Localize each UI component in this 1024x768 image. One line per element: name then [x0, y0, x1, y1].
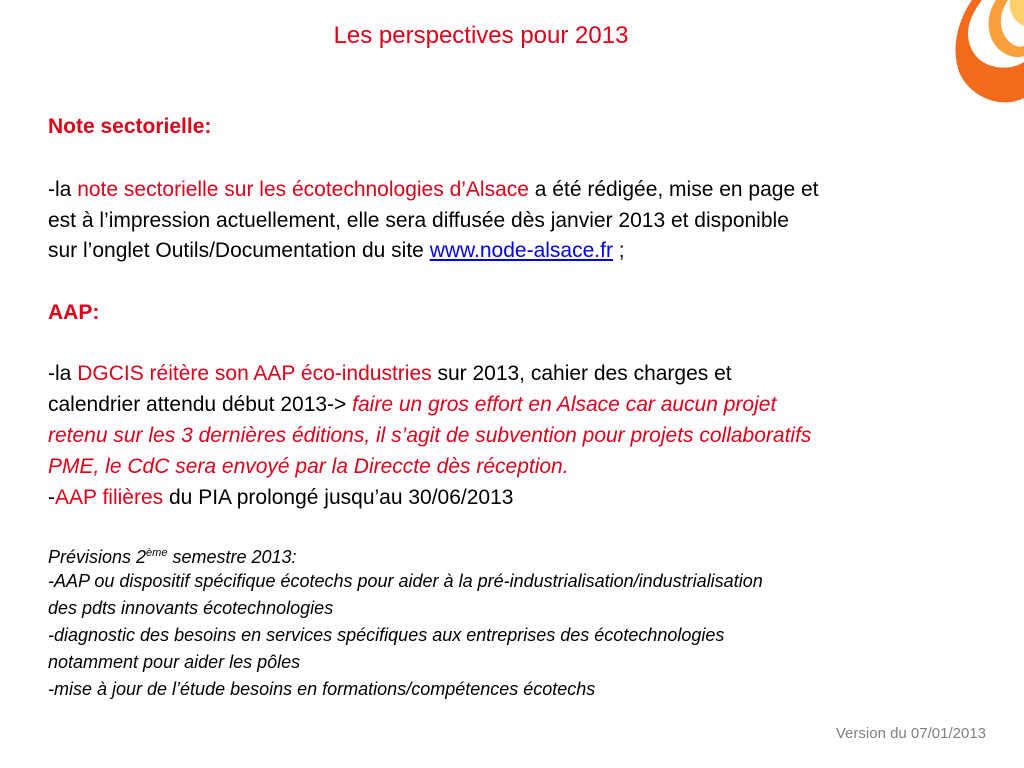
previsions-line-2: des pdts innovants écotechnologies [48, 598, 334, 618]
note-line-2: est à l’impression actuellement, elle sera diffusée dès janvier 2013 et disponible [48, 209, 789, 232]
section-heading-note: Note sectorielle: [48, 115, 212, 138]
previsions-line-4: notamment pour aider les pôles [48, 652, 301, 672]
text: a été rédigée, mise en page et [528, 178, 819, 201]
text: calendrier attendu début 2013-> [48, 393, 353, 416]
highlight-text: AAP filières [55, 486, 164, 509]
highlight-text: note sectorielle sur les écotechnologies d’Alsace [77, 178, 529, 201]
text: sur 2013, cahier des charges et [431, 362, 732, 385]
text: du PIA prolongé jusqu’au 30/06/2013 [163, 486, 514, 509]
note-line-1 [48, 174, 818, 205]
slide-title: Les perspectives pour 2013 [333, 22, 629, 49]
note-line-3 [48, 235, 625, 266]
text: ; [612, 239, 625, 262]
version-footer: Version du 07/01/2013 [835, 725, 986, 742]
aap-line-2 [48, 389, 776, 420]
text: - [48, 486, 55, 509]
text: sur l’onglet Outils/Documentation du site [48, 239, 430, 262]
previsions-line-3: -diagnostic des besoins en services spécifiques aux entreprises des écotechnologies [48, 625, 725, 645]
text: -la [48, 362, 78, 385]
previsions-line-5: -mise à jour de l’étude besoins en formations/compétences écotechs [48, 679, 596, 699]
aap-line-3: retenu sur les 3 dernières éditions, il s’agit de subvention pour projets collaboratifs [48, 424, 812, 447]
superscript: ème [146, 547, 168, 559]
website-link[interactable]: www.node-alsace.fr [429, 239, 613, 262]
text: -la [48, 178, 78, 201]
orange-swoosh-logo [948, 0, 1024, 120]
text: semestre 2013: [167, 547, 297, 567]
text: Prévisions 2 [48, 547, 147, 567]
italic-highlight-text: faire un gros effort en Alsace car aucun projet [352, 393, 777, 416]
previsions-heading [48, 540, 297, 571]
aap-line-1 [48, 358, 732, 389]
section-heading-aap: AAP: [48, 301, 100, 324]
previsions-line-1: -AAP ou dispositif spécifique écotechs pour aider à la pré-industrialisation/industrialisation [48, 571, 763, 591]
highlight-text: DGCIS réitère son AAP éco-industries [77, 362, 432, 385]
aap-line-4: PME, le CdC sera envoyé par la Direccte dès réception. [48, 455, 569, 478]
aap-line-5 [48, 482, 513, 513]
